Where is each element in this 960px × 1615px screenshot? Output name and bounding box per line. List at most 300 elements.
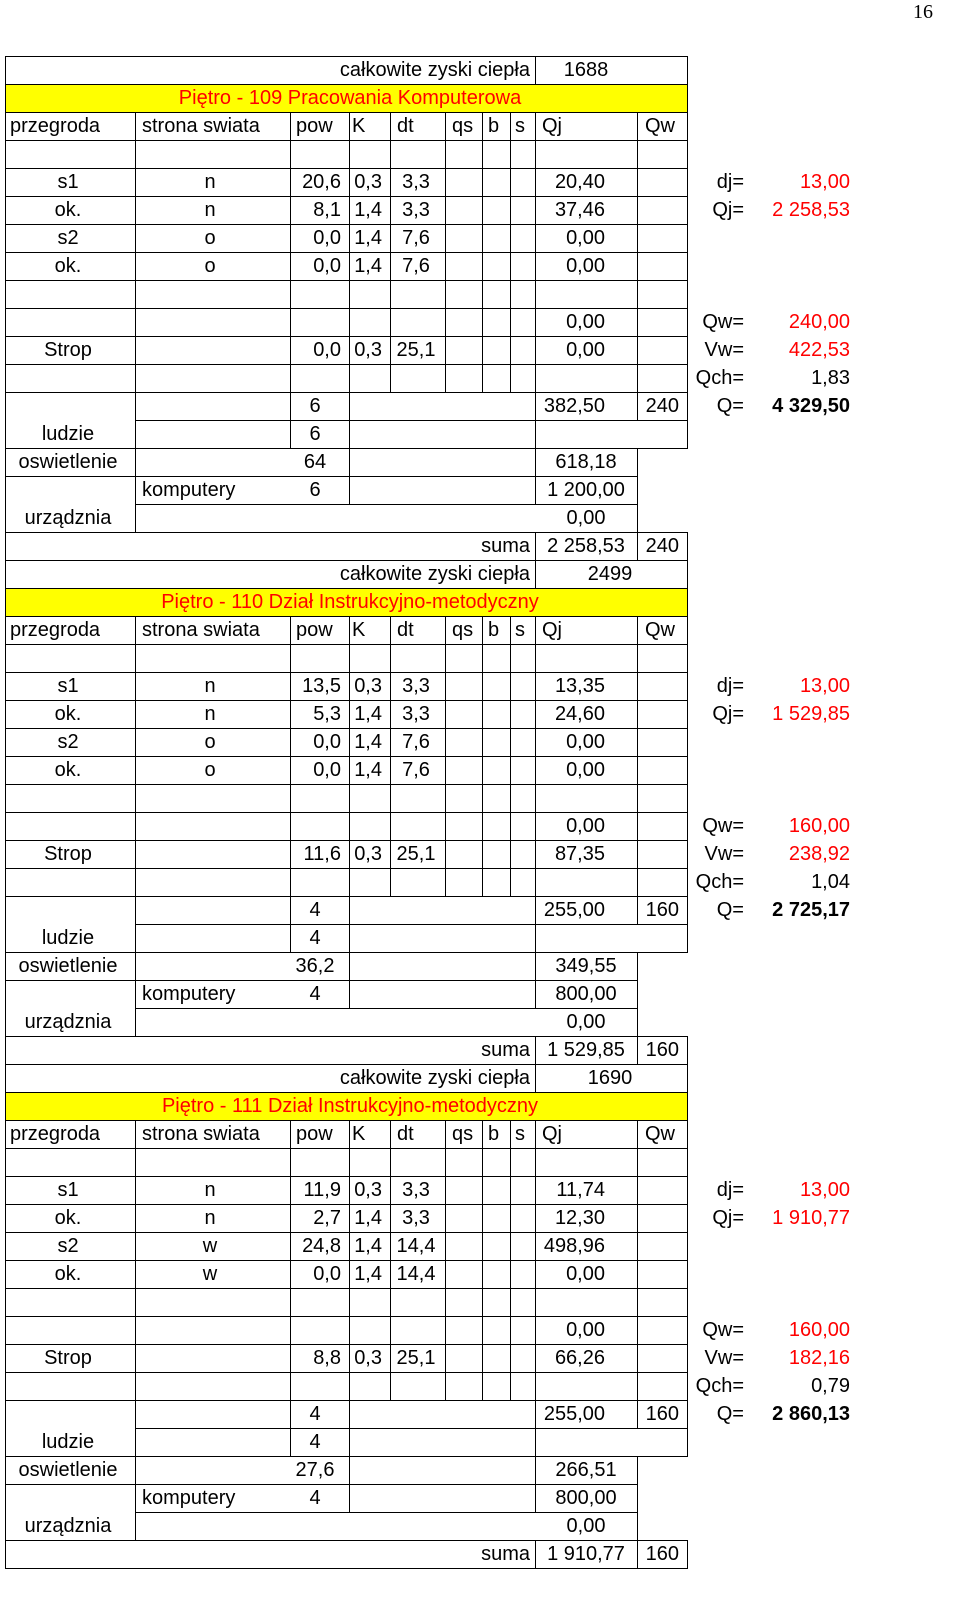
- grid-line: [687, 392, 688, 420]
- grid-line: [482, 756, 483, 784]
- dj-label: dj=: [716, 171, 744, 193]
- wall-k: 1,4: [354, 1235, 382, 1257]
- grid-line: [637, 448, 638, 476]
- devices-qj: 0,00: [566, 1515, 606, 1537]
- dj-value: 13,00: [799, 1179, 850, 1201]
- grid-line: [445, 644, 446, 672]
- grid-line: [510, 1344, 511, 1372]
- column-header: qs: [452, 1123, 474, 1145]
- grid-line: [687, 1372, 688, 1400]
- grid-line: [390, 168, 391, 196]
- grid-line: [5, 868, 6, 896]
- wall-k: 0,3: [354, 675, 382, 697]
- grid-line: [482, 1372, 483, 1400]
- grid-line: [535, 1372, 536, 1400]
- grid-line: [445, 868, 446, 896]
- qj-value: 2 258,53: [772, 199, 850, 221]
- grid-line: [5, 756, 6, 784]
- grid-line: [135, 644, 136, 672]
- grid-line: [5, 728, 6, 756]
- strop-qj: 0,00: [566, 339, 605, 361]
- grid-line: [135, 868, 136, 896]
- grid-line: [135, 1456, 136, 1484]
- people-label: ludzie: [41, 927, 95, 949]
- grid-line: [290, 672, 291, 700]
- grid-line: [637, 672, 638, 700]
- strop-area: 11,6: [303, 843, 341, 865]
- subtotal-qj: 0,00: [566, 1319, 605, 1341]
- grid-line: [637, 868, 638, 896]
- qch-label: Qch=: [695, 871, 744, 893]
- grid-line: [687, 700, 688, 728]
- grid-line: [482, 1344, 483, 1372]
- grid-line: [349, 252, 350, 280]
- grid-line: [510, 252, 511, 280]
- grid-line: [482, 112, 483, 140]
- section-title: Piętro - 109 Pracowania Komputerowa: [178, 87, 522, 109]
- grid-line: [510, 1176, 511, 1204]
- grid-line: [482, 168, 483, 196]
- grid-line: [510, 784, 511, 812]
- grid-line: [482, 1204, 483, 1232]
- total-heat-value: 1690: [587, 1067, 633, 1089]
- grid-line: [535, 700, 536, 728]
- grid-line: [349, 224, 350, 252]
- grid-line: [535, 308, 536, 336]
- strop-dt: 25,1: [396, 843, 436, 865]
- grid-line: [687, 140, 688, 168]
- grid-line: [5, 812, 6, 840]
- grid-line: [135, 1232, 136, 1260]
- people-qw: 240: [645, 395, 679, 417]
- grid-line: [510, 224, 511, 252]
- grid-line: [135, 1008, 638, 1009]
- grid-line: [5, 420, 6, 448]
- grid-line: [510, 616, 511, 644]
- grid-line: [349, 1344, 350, 1372]
- grid-line: [637, 140, 638, 168]
- grid-line: [687, 168, 688, 196]
- devices-qj: 0,00: [566, 1011, 606, 1033]
- people-count-2: 4: [309, 927, 321, 949]
- strop-k: 0,3: [354, 339, 382, 361]
- grid-line: [290, 224, 291, 252]
- grid-line: [687, 336, 688, 364]
- page-number: 16: [913, 1, 933, 23]
- grid-line: [390, 112, 391, 140]
- grid-line: [637, 1232, 638, 1260]
- computers-label: komputery: [142, 479, 236, 501]
- grid-line: [390, 1204, 391, 1232]
- grid-line: [390, 252, 391, 280]
- wall-k: 0,3: [354, 1179, 382, 1201]
- wall-area: 8,1: [313, 199, 341, 221]
- wall-direction: n: [204, 675, 216, 697]
- grid-line: [5, 196, 6, 224]
- wall-direction: w: [202, 1235, 218, 1257]
- people-qj: 382,50: [543, 395, 605, 417]
- grid-line: [135, 812, 136, 840]
- grid-line: [510, 112, 511, 140]
- grid-line: [482, 196, 483, 224]
- grid-line: [135, 1176, 136, 1204]
- grid-line: [687, 812, 688, 840]
- strop-k: 0,3: [354, 1347, 382, 1369]
- strop-area: 0,0: [313, 339, 341, 361]
- grid-line: [535, 1344, 536, 1372]
- grid-line: [290, 644, 291, 672]
- dj-value: 13,00: [799, 675, 850, 697]
- grid-line: [135, 980, 136, 1008]
- grid-line: [135, 1204, 136, 1232]
- grid-line: [5, 112, 688, 113]
- wall-qj: 0,00: [566, 731, 605, 753]
- grid-line: [482, 1232, 483, 1260]
- column-header: pow: [296, 1123, 333, 1145]
- grid-line: [687, 364, 688, 392]
- wall-area: 11,9: [303, 1179, 341, 1201]
- qj-label: Qj=: [712, 703, 744, 725]
- people-qj: 255,00: [543, 1403, 605, 1425]
- grid-line: [482, 1120, 483, 1148]
- wall-dt: 7,6: [402, 759, 430, 781]
- grid-line: [390, 728, 391, 756]
- dj-value: 13,00: [799, 171, 850, 193]
- grid-line: [5, 1148, 6, 1176]
- grid-line: [390, 812, 391, 840]
- grid-line: [349, 1372, 350, 1400]
- wall-dt: 14,4: [396, 1263, 436, 1285]
- lighting-label: oswietlenie: [18, 955, 118, 977]
- grid-line: [445, 280, 446, 308]
- grid-line: [5, 1288, 688, 1289]
- grid-line: [637, 896, 638, 924]
- grid-line: [510, 1260, 511, 1288]
- grid-line: [390, 1260, 391, 1288]
- grid-line: [687, 1092, 688, 1120]
- grid-line: [687, 1036, 688, 1064]
- grid-line: [687, 1288, 688, 1316]
- grid-line: [535, 532, 536, 560]
- grid-line: [390, 784, 391, 812]
- grid-line: [535, 112, 536, 140]
- wall-dt: 3,3: [402, 675, 430, 697]
- grid-line: [390, 364, 391, 392]
- grid-line: [482, 1260, 483, 1288]
- grid-line: [5, 1400, 6, 1428]
- column-header: b: [488, 1123, 500, 1145]
- grid-line: [390, 224, 391, 252]
- grid-line: [535, 1400, 536, 1428]
- grid-line: [637, 1316, 638, 1344]
- sum-qw: 240: [645, 535, 679, 557]
- grid-line: [5, 336, 6, 364]
- grid-line: [5, 700, 6, 728]
- q-value: 4 329,50: [772, 395, 850, 417]
- grid-line: [535, 868, 536, 896]
- grid-line: [637, 1120, 638, 1148]
- grid-line: [687, 1120, 688, 1148]
- grid-line: [290, 728, 291, 756]
- grid-line: [135, 420, 688, 421]
- sum-label: suma: [481, 1543, 530, 1565]
- column-header: Qw: [645, 1123, 675, 1145]
- devices-label: urządznia: [24, 1515, 112, 1537]
- grid-line: [510, 700, 511, 728]
- grid-line: [687, 1540, 688, 1568]
- wall-dt: 7,6: [402, 731, 430, 753]
- grid-line: [5, 1092, 6, 1120]
- grid-line: [135, 1428, 688, 1429]
- grid-line: [390, 140, 391, 168]
- grid-line: [5, 1204, 6, 1232]
- wall-name: s1: [57, 1179, 79, 1201]
- grid-line: [390, 840, 391, 868]
- computers-qj: 800,00: [555, 1487, 617, 1509]
- people-count: 4: [309, 1403, 321, 1425]
- column-header: dt: [397, 115, 414, 137]
- grid-line: [349, 1484, 350, 1512]
- grid-line: [510, 812, 511, 840]
- grid-line: [5, 1120, 6, 1148]
- q-label: Q=: [716, 395, 744, 417]
- grid-line: [349, 756, 350, 784]
- lighting-power: 27,6: [295, 1459, 335, 1481]
- wall-k: 0,3: [354, 171, 382, 193]
- grid-line: [5, 896, 6, 924]
- grid-line: [510, 140, 511, 168]
- grid-line: [349, 112, 350, 140]
- grid-line: [687, 896, 688, 924]
- grid-line: [535, 1316, 536, 1344]
- grid-line: [482, 280, 483, 308]
- wall-qj: 0,00: [566, 227, 605, 249]
- grid-line: [535, 1260, 536, 1288]
- qj-value: 1 529,85: [772, 703, 850, 725]
- vw-value: 182,16: [788, 1347, 850, 1369]
- grid-line: [290, 1428, 291, 1456]
- grid-line: [5, 364, 6, 392]
- grid-line: [135, 952, 136, 980]
- grid-line: [5, 252, 6, 280]
- grid-line: [349, 868, 350, 896]
- grid-line: [390, 1344, 391, 1372]
- grid-line: [687, 1400, 688, 1428]
- grid-line: [290, 1288, 291, 1316]
- grid-line: [349, 168, 350, 196]
- people-count-2: 6: [309, 423, 321, 445]
- grid-line: [5, 1064, 6, 1092]
- column-header: strona swiata: [142, 619, 260, 641]
- wall-qj: 24,60: [554, 703, 605, 725]
- dj-label: dj=: [716, 675, 744, 697]
- grid-line: [290, 336, 291, 364]
- grid-line: [5, 224, 6, 252]
- qw-value: 160,00: [788, 1319, 850, 1341]
- column-header: qs: [452, 619, 474, 641]
- grid-line: [637, 1540, 638, 1568]
- grid-line: [5, 784, 688, 785]
- grid-line: [5, 980, 6, 1008]
- grid-line: [290, 112, 291, 140]
- grid-line: [5, 840, 6, 868]
- grid-line: [135, 1512, 136, 1540]
- grid-line: [390, 672, 391, 700]
- wall-name: s1: [57, 171, 79, 193]
- grid-line: [390, 1176, 391, 1204]
- grid-line: [5, 140, 688, 141]
- strop-k: 0,3: [354, 843, 382, 865]
- grid-line: [510, 728, 511, 756]
- grid-line: [535, 1428, 536, 1456]
- grid-line: [349, 1232, 350, 1260]
- grid-line: [290, 140, 291, 168]
- q-label: Q=: [716, 1403, 744, 1425]
- qw-value: 240,00: [788, 311, 850, 333]
- lighting-power: 64: [303, 451, 327, 473]
- grid-line: [637, 1008, 638, 1036]
- wall-k: 1,4: [354, 759, 382, 781]
- grid-line: [135, 1316, 136, 1344]
- grid-line: [135, 504, 136, 532]
- wall-dt: 3,3: [402, 1207, 430, 1229]
- column-header: K: [352, 115, 366, 137]
- qj-value: 1 910,77: [772, 1207, 850, 1229]
- grid-line: [135, 364, 136, 392]
- grid-line: [637, 476, 638, 504]
- people-qj: 255,00: [543, 899, 605, 921]
- grid-line: [482, 1148, 483, 1176]
- grid-line: [349, 980, 350, 1008]
- grid-line: [445, 196, 446, 224]
- vw-label: Vw=: [704, 1347, 744, 1369]
- wall-name: ok.: [54, 1263, 82, 1285]
- grid-line: [445, 1260, 446, 1288]
- grid-line: [637, 840, 638, 868]
- qch-label: Qch=: [695, 367, 744, 389]
- wall-k: 1,4: [354, 1207, 382, 1229]
- grid-line: [445, 1232, 446, 1260]
- grid-line: [290, 308, 291, 336]
- grid-line: [445, 1288, 446, 1316]
- grid-line: [5, 1176, 6, 1204]
- grid-line: [5, 1260, 6, 1288]
- grid-line: [535, 448, 536, 476]
- grid-line: [535, 1232, 536, 1260]
- grid-line: [637, 1148, 638, 1176]
- grid-line: [135, 784, 136, 812]
- grid-line: [5, 1232, 6, 1260]
- wall-name: s2: [57, 1235, 79, 1257]
- grid-line: [510, 1372, 511, 1400]
- grid-line: [637, 616, 638, 644]
- grid-line: [482, 364, 483, 392]
- grid-line: [135, 1148, 136, 1176]
- wall-direction: o: [204, 255, 216, 277]
- wall-k: 1,4: [354, 227, 382, 249]
- grid-line: [510, 756, 511, 784]
- grid-line: [637, 1344, 638, 1372]
- grid-line: [445, 140, 446, 168]
- grid-line: [5, 56, 6, 84]
- grid-line: [445, 1176, 446, 1204]
- lighting-label: oswietlenie: [18, 451, 118, 473]
- grid-line: [482, 224, 483, 252]
- grid-line: [5, 476, 638, 477]
- grid-line: [290, 1176, 291, 1204]
- grid-line: [290, 420, 291, 448]
- grid-line: [349, 420, 350, 448]
- grid-line: [290, 700, 291, 728]
- grid-line: [135, 840, 136, 868]
- grid-line: [135, 1008, 136, 1036]
- wall-name: ok.: [54, 1207, 82, 1229]
- grid-line: [349, 1400, 350, 1428]
- sum-qw: 160: [645, 1543, 679, 1565]
- grid-line: [349, 700, 350, 728]
- grid-line: [482, 644, 483, 672]
- grid-line: [135, 476, 136, 504]
- grid-line: [637, 1204, 638, 1232]
- wall-area: 2,7: [313, 1207, 341, 1229]
- grid-line: [637, 196, 638, 224]
- people-count-2: 4: [309, 1431, 321, 1453]
- grid-line: [5, 1036, 6, 1064]
- grid-line: [687, 560, 688, 588]
- grid-line: [390, 1372, 391, 1400]
- column-header: K: [352, 1123, 366, 1145]
- grid-line: [482, 1176, 483, 1204]
- lighting-qj: 618,18: [555, 451, 617, 473]
- people-qw: 160: [645, 899, 679, 921]
- sum-qw: 160: [645, 1039, 679, 1061]
- section-title: Piętro - 111 Dział Instrukcyjno-metodyczny: [161, 1095, 539, 1117]
- qch-value: 0,79: [811, 1375, 850, 1397]
- grid-line: [637, 1456, 638, 1484]
- wall-dt: 7,6: [402, 227, 430, 249]
- grid-line: [687, 1260, 688, 1288]
- sum-label: suma: [481, 535, 530, 557]
- grid-line: [5, 140, 6, 168]
- wall-qj: 0,00: [566, 1263, 605, 1285]
- people-count: 6: [309, 395, 321, 417]
- grid-line: [535, 1456, 536, 1484]
- vw-value: 422,53: [788, 339, 850, 361]
- wall-direction: n: [204, 703, 216, 725]
- grid-line: [687, 252, 688, 280]
- grid-line: [390, 868, 391, 896]
- grid-line: [482, 1288, 483, 1316]
- grid-line: [349, 896, 350, 924]
- grid-line: [5, 1484, 6, 1512]
- vw-label: Vw=: [704, 339, 744, 361]
- grid-line: [482, 812, 483, 840]
- wall-dt: 14,4: [396, 1235, 436, 1257]
- grid-line: [445, 700, 446, 728]
- total-heat-label: całkowite zyski ciepła: [339, 59, 530, 81]
- wall-qj: 498,96: [543, 1235, 605, 1257]
- column-header: qs: [452, 115, 474, 137]
- people-label: ludzie: [41, 1431, 95, 1453]
- qw-value: 160,00: [788, 815, 850, 837]
- grid-line: [135, 280, 136, 308]
- wall-qj: 13,35: [554, 675, 605, 697]
- grid-line: [535, 1484, 536, 1512]
- grid-line: [687, 196, 688, 224]
- grid-line: [637, 980, 638, 1008]
- grid-line: [687, 644, 688, 672]
- wall-name: s2: [57, 227, 79, 249]
